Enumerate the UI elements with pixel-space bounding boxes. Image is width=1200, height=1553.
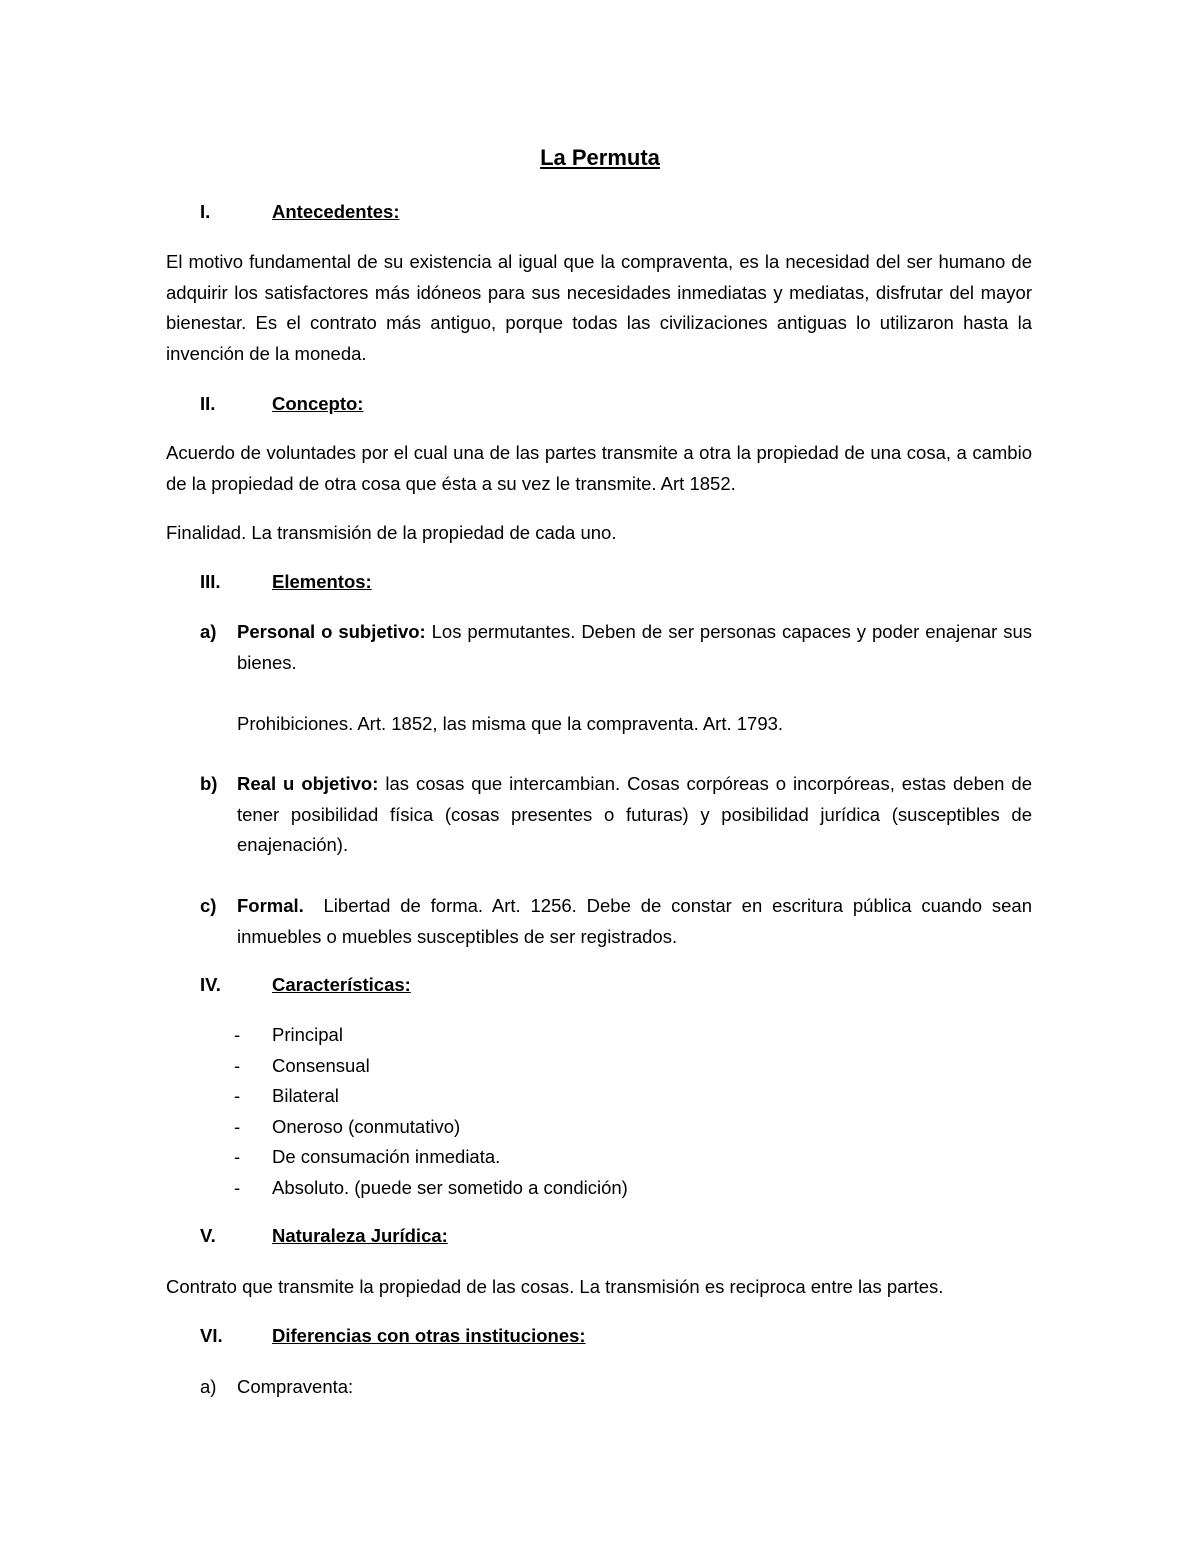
dash-bullet: - bbox=[234, 1054, 241, 1076]
section-number: I. bbox=[200, 201, 211, 222]
dash-bullet: - bbox=[234, 1024, 241, 1045]
elemento-item bbox=[200, 769, 1032, 861]
dash-bullet: - bbox=[234, 1115, 241, 1137]
naturaleza-paragraph: Contrato que transmite la propiedad de las cosas. La transmisión es reciproca entre las partes. bbox=[166, 1276, 944, 1297]
section-number: III. bbox=[200, 571, 221, 592]
list-item-text: Consensual bbox=[272, 1054, 370, 1076]
antecedentes-paragraph: El motivo fundamental de su existencia al igual que la compraventa, es la necesidad del ser humano de adquirir los satisfactores más idóneos para sus necesidades inmediatas y mediatas, disfrutar del mayor bienestar. Es el contrato más antiguo, porque todas las civilizaciones antiguas lo utilizaron hasta la invención de la moneda. bbox=[166, 251, 1032, 364]
item-lead: Personal o subjetivo: bbox=[237, 621, 426, 642]
section-heading-elementos bbox=[200, 568, 372, 596]
section-heading-antecedentes bbox=[200, 198, 399, 226]
item-text: Libertad de forma. Art. 1256. Debe de constar en escritura pública cuando sean inmuebles o muebles susceptibles de ser registrados. bbox=[237, 895, 1038, 947]
item-letter: c) bbox=[200, 895, 217, 916]
list-item-text: Bilateral bbox=[272, 1085, 339, 1106]
item-letter: a) bbox=[200, 1376, 217, 1397]
list-item bbox=[234, 1142, 628, 1173]
section-title: Diferencias con otras instituciones: bbox=[272, 1325, 586, 1346]
section-title: Concepto: bbox=[272, 393, 364, 414]
item-letter: b) bbox=[200, 773, 218, 794]
diferencia-item bbox=[200, 1372, 353, 1402]
dash-bullet: - bbox=[234, 1146, 241, 1167]
item-content bbox=[237, 769, 1032, 861]
section-title: Características: bbox=[272, 974, 411, 995]
dash-bullet: - bbox=[234, 1085, 241, 1106]
list-item-text: Principal bbox=[272, 1024, 343, 1045]
list-item bbox=[234, 1112, 628, 1143]
item-letter: a) bbox=[200, 621, 217, 642]
section-number: IV. bbox=[200, 974, 221, 995]
item-lead: Real u objetivo: bbox=[237, 773, 379, 794]
elemento-item bbox=[200, 891, 1038, 952]
finalidad-paragraph: Finalidad. La transmisión de la propiedad de cada uno. bbox=[166, 522, 617, 543]
item-text: Compraventa: bbox=[237, 1376, 354, 1397]
section-heading-diferencias bbox=[200, 1322, 586, 1350]
list-item-text: De consumación inmediata. bbox=[272, 1146, 501, 1167]
section-title: Elementos: bbox=[272, 571, 372, 592]
elemento-item bbox=[200, 617, 1032, 678]
list-item bbox=[234, 1020, 628, 1051]
item-content bbox=[237, 617, 1032, 678]
item-content bbox=[237, 891, 1038, 952]
list-item-text: Absoluto. (puede ser sometido a condición) bbox=[272, 1176, 628, 1198]
caracteristicas-list bbox=[234, 1020, 628, 1203]
list-item bbox=[234, 1081, 628, 1112]
section-heading-caracteristicas bbox=[200, 971, 411, 999]
section-number: V. bbox=[200, 1225, 216, 1246]
prohibiciones-paragraph: Prohibiciones. Art. 1852, las misma que la compraventa. Art. 1793. bbox=[237, 713, 784, 734]
item-text: las cosas que intercambian. Cosas corpóreas o incorpóreas, estas deben de tener posibilidad física (cosas presentes o futuras) y posibilidad jurídica (susceptibles de enajenación). bbox=[237, 773, 1032, 855]
section-title: Antecedentes: bbox=[272, 201, 400, 222]
section-number: II. bbox=[200, 393, 216, 414]
section-number: VI. bbox=[200, 1325, 223, 1346]
list-item bbox=[234, 1173, 628, 1204]
item-lead: Formal. bbox=[237, 895, 304, 916]
list-item-text: Oneroso (conmutativo) bbox=[272, 1115, 461, 1137]
document-title: La Permuta bbox=[540, 145, 660, 170]
section-title: Naturaleza Jurídica: bbox=[272, 1225, 448, 1246]
item-text: Los permutantes. Deben de ser personas capaces y poder enajenar sus bienes. bbox=[237, 621, 1032, 673]
concepto-paragraph: Acuerdo de voluntades por el cual una de las partes transmite a otra la propiedad de una cosa, a cambio de la propiedad de otra cosa que ésta a su vez le transmite. Art 1852. bbox=[166, 442, 1032, 494]
section-heading-naturaleza bbox=[200, 1222, 448, 1250]
dash-bullet: - bbox=[234, 1176, 241, 1198]
list-item bbox=[234, 1051, 628, 1082]
section-heading-concepto bbox=[200, 390, 363, 418]
